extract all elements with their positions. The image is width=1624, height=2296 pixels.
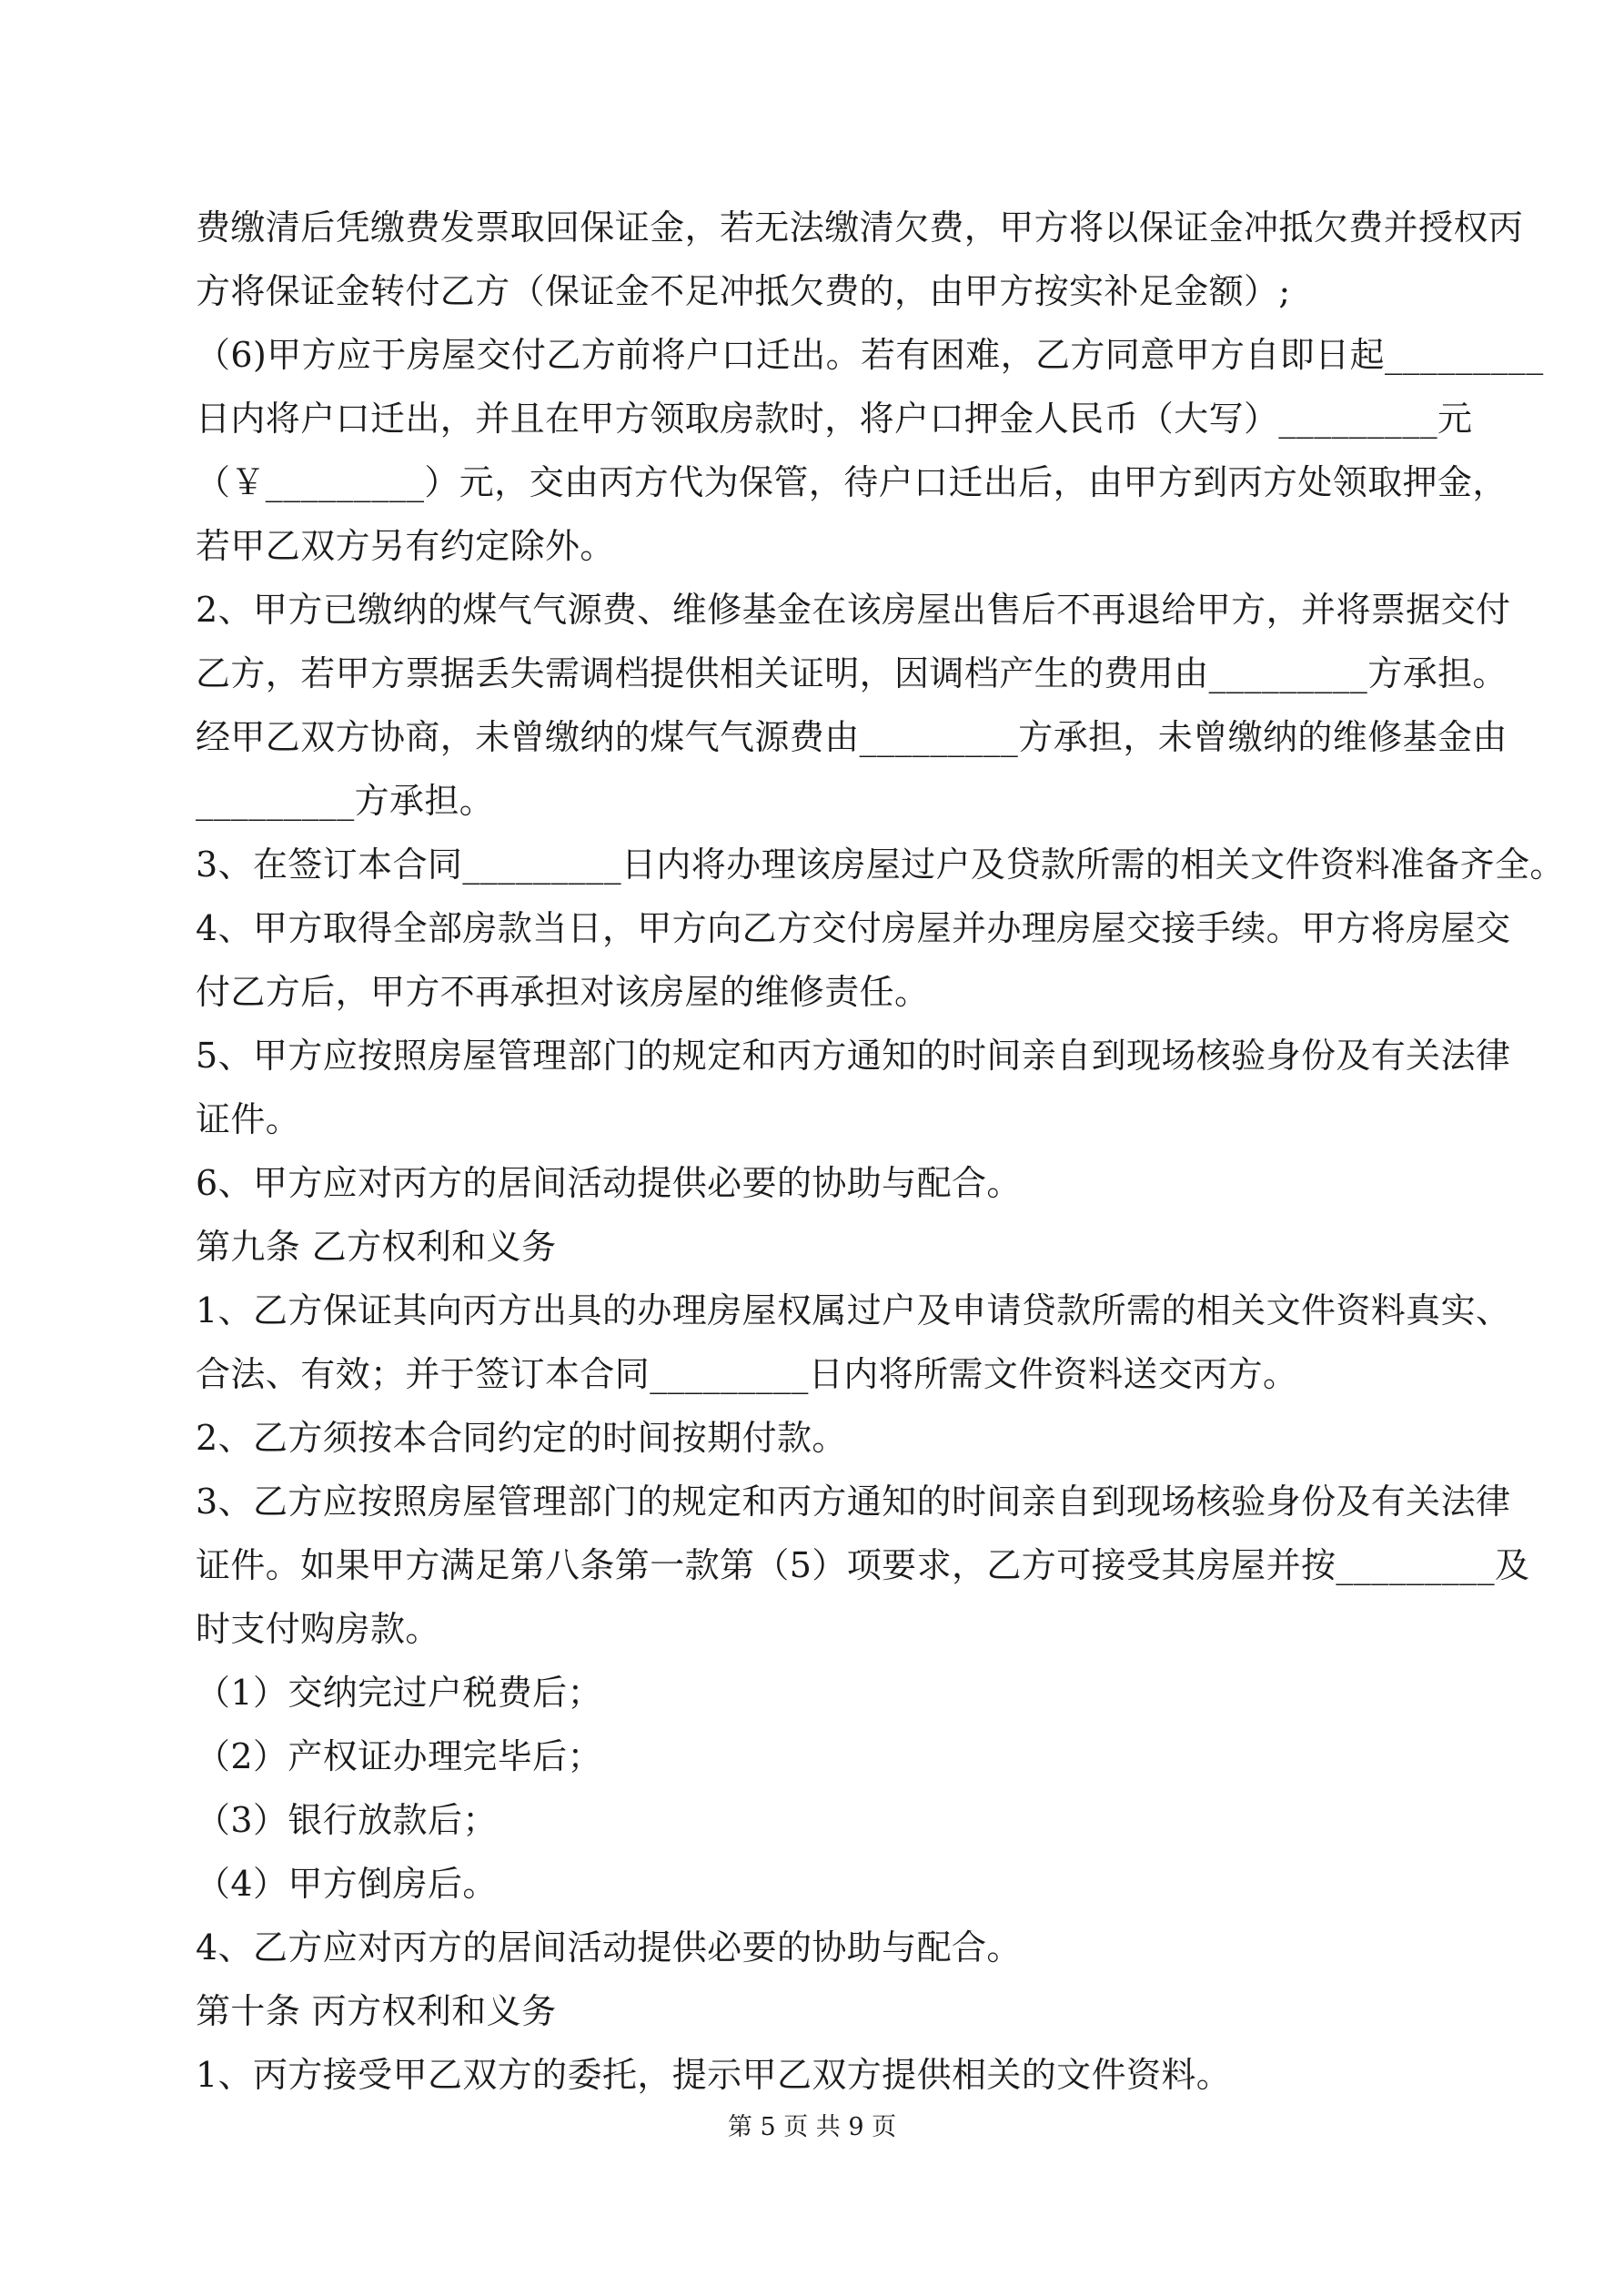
text-line: 方将保证金转付乙方（保证金不足冲抵欠费的，由甲方按实补足金额）;	[196, 271, 1291, 311]
text-line: 4、甲方取得全部房款当日，甲方向乙方交付房屋并办理房屋交接手续。甲方将房屋交	[196, 908, 1511, 948]
text-line: 付乙方后，甲方不再承担对该房屋的维修责任。	[196, 972, 930, 1012]
text-line: 时支付购房款。	[196, 1609, 440, 1649]
text-line: 1、乙方保证其向丙方出具的办理房屋权属过户及申请贷款所需的相关文件资料真实、	[196, 1290, 1511, 1330]
text-line: 2、甲方已缴纳的煤气气源费、维修基金在该房屋出售后不再退给甲方，并将票据交付	[196, 590, 1511, 630]
text-line: 费缴清后凭缴费发票取回保证金，若无法缴清欠费，甲方将以保证金冲抵欠费并授权丙	[196, 207, 1524, 248]
text-line: 日内将户口迁出，并且在甲方领取房款时，将户口押金人民币（大写）_________元	[196, 399, 1473, 439]
text-line: 5、甲方应按照房屋管理部门的规定和丙方通知的时间亲自到现场核验身份及有关法律	[196, 1036, 1511, 1076]
text-line: （￥_________）元，交由丙方代为保管，待户口迁出后，由甲方到丙方处领取押金，	[196, 462, 1508, 502]
list-item: （4）甲方倒房后。	[196, 1864, 498, 1904]
section-heading: 第十条 丙方权利和义务	[196, 1991, 557, 2031]
page-number-footer: 第 5 页 共 9 页	[727, 2113, 897, 2141]
text-line: 1、丙方接受甲乙双方的委托，提示甲乙双方提供相关的文件资料。	[196, 2055, 1232, 2095]
text-line: 若甲乙双方另有约定除外。	[196, 526, 615, 566]
text-line: 2、乙方须按本合同约定的时间按期付款。	[196, 1418, 847, 1458]
text-line: 证件。如果甲方满足第八条第一款第（5）项要求，乙方可接受其房屋并按_________及	[196, 1545, 1530, 1585]
text-line: _________方承担。	[196, 781, 495, 821]
text-line: 证件。	[196, 1099, 301, 1139]
text-line: 3、乙方应按照房屋管理部门的规定和丙方通知的时间亲自到现场核验身份及有关法律	[196, 1482, 1511, 1522]
section-heading: 第九条 乙方权利和义务	[196, 1227, 557, 1267]
document-body	[196, 196, 1565, 2107]
text-line: 3、在签订本合同_________日内将办理该房屋过户及贷款所需的相关文件资料准备齐全。	[196, 845, 1565, 885]
text-line: 4、乙方应对丙方的居间活动提供必要的协助与配合。	[196, 1927, 1022, 1967]
list-item: （1）交纳完过户税费后；	[196, 1673, 602, 1713]
text-line: 乙方，若甲方票据丢失需调档提供相关证明，因调档产生的费用由_________方承担。	[196, 653, 1508, 693]
text-line: （6)甲方应于房屋交付乙方前将户口迁出。若有困难，乙方同意甲方自即日起_________	[196, 335, 1544, 375]
list-item: （3）银行放款后；	[196, 1800, 498, 1840]
text-line: 合法、有效；并于签订本合同_________日内将所需文件资料送交丙方。	[196, 1354, 1298, 1394]
text-line: 经甲乙双方协商，未曾缴纳的煤气气源费由_________方承担，未曾缴纳的维修基金由	[196, 717, 1508, 757]
list-item: （2）产权证办理完毕后；	[196, 1736, 602, 1776]
text-line: 6、甲方应对丙方的居间活动提供必要的协助与配合。	[196, 1163, 1022, 1203]
